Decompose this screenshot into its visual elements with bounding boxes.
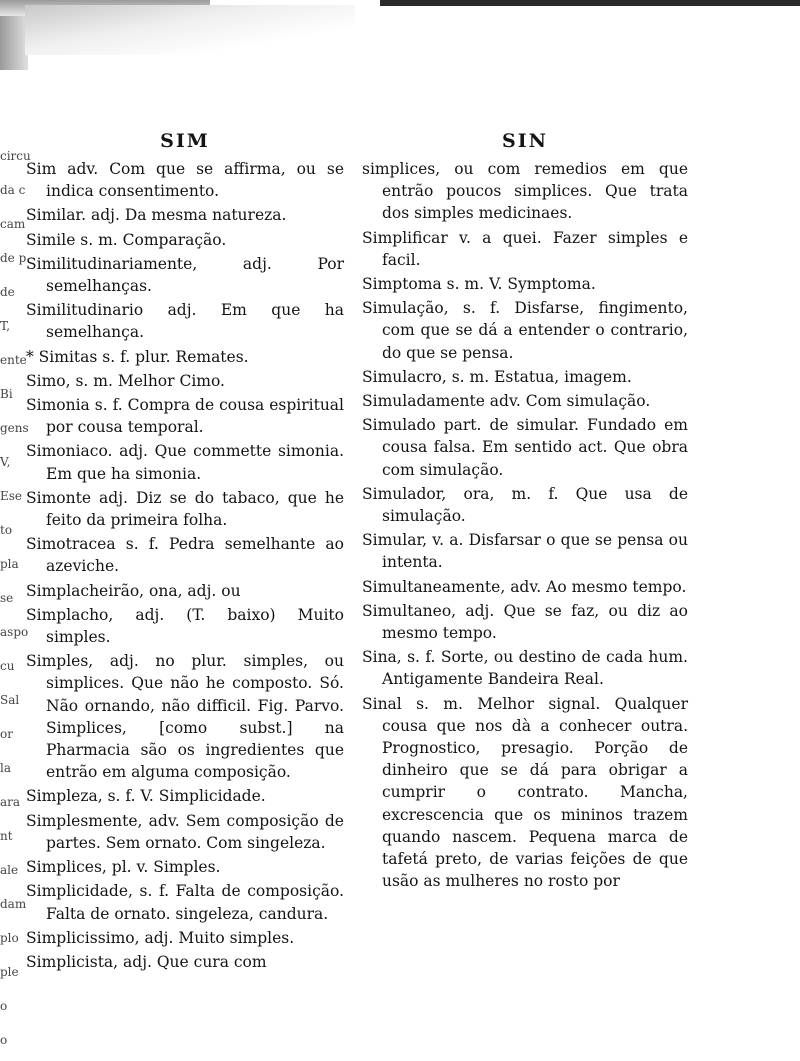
- dictionary-entry: [362, 366, 688, 388]
- entry-text: Simultaneo, adj. Que se faz, ou diz ao mesmo tempo.: [362, 601, 688, 643]
- dictionary-entry: [362, 227, 688, 271]
- dictionary-entry: [26, 370, 344, 392]
- dictionary-entry: [362, 600, 688, 644]
- entry-text: Sina, s. f. Sorte, ou destino de cada hum. Antigamente Bandeira Real.: [362, 648, 688, 689]
- entry-text: Sinal s. m. Melhor signal. Qualquer cousa que nos dà a conhecer outra. Prognostico, presagio. Porção de dinheiro que se dá para obrigar a cumprir o contrato. Mancha, excrescencia que os mininos trazem quando nascem. Pequena marca de tafetá preto, de varias feições de que usão as mulheres no rosto por: [362, 694, 688, 891]
- entry-text: Simplacho, adj. (T. baixo) Muito simples.: [26, 605, 344, 647]
- dictionary-entry: [362, 693, 688, 893]
- fragment-text: T,: [0, 319, 11, 333]
- fragment-text: se: [0, 591, 14, 605]
- entry-text: Simplicissimo, adj. Muito simples.: [26, 928, 295, 947]
- fragment-text: circu: [0, 149, 31, 163]
- fragment-text: ale: [0, 863, 19, 877]
- entry-text: Simplacheirão, ona, adj. ou: [26, 581, 241, 600]
- dictionary-entry: [26, 856, 344, 878]
- entry-text: Simples, adj. no plur. simples, ou simplices. Que não he composto. Só. Não ornando, não difficil. Fig. Parvo. Simplices, [como subst.] na Pharmacia são os ingredientes que entrão em alguma composição.: [26, 652, 344, 782]
- dictionary-entry: [26, 650, 344, 783]
- dictionary-entry: [362, 483, 688, 527]
- entry-text: Simplesmente, adv. Sem composição de partes. Sem ornato. Com singeleza.: [26, 811, 344, 852]
- dictionary-entry: [362, 576, 688, 598]
- entry-text: Simultaneamente, adv. Ao mesmo tempo.: [362, 577, 687, 596]
- entry-text: simplices, ou com remedios em que entrão poucos simplices. Que trata dos simples medicinaes.: [362, 160, 688, 223]
- entry-text: Simuladamente adv. Com simulação.: [362, 392, 651, 411]
- fragment-text: la: [0, 761, 11, 775]
- fragment-text: ara: [0, 795, 21, 809]
- right-column: [362, 130, 688, 893]
- entry-text: Simotracea s. f. Pedra semelhante ao azeviche.: [26, 535, 344, 576]
- fragment-text: Bi: [0, 387, 13, 401]
- left-column-header: SIM: [160, 130, 210, 152]
- dictionary-entry: [362, 390, 688, 412]
- entry-text: Simplicidade, s. f. Falta de composição. Falta de ornato. singeleza, candura.: [26, 882, 344, 923]
- entry-text: Simulador, ora, m. f. Que usa de simulação.: [362, 484, 688, 526]
- entry-text: Similar. adj. Da mesma natureza.: [26, 206, 287, 225]
- dictionary-entry: [26, 253, 344, 297]
- fragment-text: pla: [0, 557, 19, 571]
- fragment-text: dam: [0, 897, 27, 911]
- fragment-text: de: [0, 285, 15, 299]
- entry-text: * Simitas s. f. plur. Remates.: [26, 347, 249, 366]
- fragment-text: to: [0, 523, 13, 537]
- scan-shadow-right: [380, 0, 800, 6]
- entry-text: Sim adv. Com que se affirma, ou se indica consentimento.: [26, 160, 344, 201]
- entry-text: Simptoma s. m. V. Symptoma.: [362, 275, 596, 294]
- fragment-text: nt: [0, 829, 13, 843]
- fragment-text: o: [0, 1033, 8, 1047]
- previous-page-column-fragments: [0, 149, 31, 1061]
- fragment-text: cam: [0, 217, 26, 231]
- fragment-text: de p: [0, 251, 27, 265]
- entry-text: Simulação, s. f. Disfarse, fingimento, com que se dá a entender o contrario, do que se pensa.: [362, 299, 688, 362]
- dictionary-entry: [26, 394, 344, 438]
- dictionary-entry: [26, 927, 344, 949]
- fragment-text: V,: [0, 455, 11, 469]
- entry-text: Simonte adj. Diz se do tabaco, que he feito da primeira folha.: [26, 488, 344, 530]
- fragment-text: Ese: [0, 489, 23, 503]
- dictionary-entry: [26, 440, 344, 484]
- dictionary-entry: [26, 299, 344, 343]
- dictionary-entry: [362, 297, 688, 364]
- dictionary-entry: [26, 158, 344, 202]
- dictionary-entry: [362, 273, 688, 295]
- dictionary-entry: [26, 880, 344, 924]
- dictionary-entry: [362, 529, 688, 573]
- dictionary-entry: [26, 346, 344, 368]
- dictionary-entry: [26, 487, 344, 531]
- entry-text: Simonia s. f. Compra de cousa espiritual por cousa temporal.: [26, 396, 344, 437]
- dictionary-entry: [362, 158, 688, 225]
- right-column-header: SIN: [502, 130, 548, 152]
- page-edge-shadow: [0, 0, 800, 70]
- dictionary-entry: [26, 785, 344, 807]
- dictionary-entry: [26, 580, 344, 602]
- dictionary-entry: [362, 414, 688, 481]
- entry-text: Similitudinario adj. Em que ha semelhança.: [26, 301, 344, 342]
- fragment-text: ente: [0, 353, 27, 367]
- fragment-text: o: [0, 999, 8, 1013]
- dictionary-entry: [26, 604, 344, 648]
- entry-text: Simulacro, s. m. Estatua, imagem.: [362, 367, 632, 386]
- dictionary-entry: [362, 646, 688, 690]
- fragment-text: or: [0, 727, 13, 741]
- fragment-text: da c: [0, 183, 26, 197]
- entry-text: Simplices, pl. v. Simples.: [26, 858, 221, 877]
- entry-text: Simpleza, s. f. V. Simplicidade.: [26, 787, 266, 806]
- dictionary-entry: [26, 533, 344, 577]
- entry-text: Simulado part. de simular. Fundado em cousa falsa. Em sentido act. Que obra com simulação.: [362, 416, 688, 479]
- entry-text: Simoniaco. adj. Que commette simonia. Em que ha simonia.: [26, 442, 344, 483]
- entry-text: Simo, s. m. Melhor Cimo.: [26, 371, 225, 390]
- entry-text: Simplicista, adj. Que cura com: [26, 952, 267, 971]
- entry-text: Simular, v. a. Disfarsar o que se pensa ou intenta.: [362, 531, 688, 572]
- entry-text: Simplificar v. a quei. Fazer simples e facil.: [362, 228, 688, 269]
- fragment-text: aspo: [0, 625, 29, 639]
- fragment-text: Sal: [0, 693, 20, 707]
- dictionary-entry: [26, 229, 344, 251]
- fragment-text: plo: [0, 931, 19, 945]
- fragment-text: cu: [0, 659, 15, 673]
- dictionary-entry: [26, 810, 344, 854]
- fragment-text: gens: [0, 421, 29, 435]
- dictionary-entry: [26, 951, 344, 973]
- scan-shadow-fold: [25, 5, 355, 55]
- dictionary-entry: [26, 204, 344, 226]
- entry-text: Simile s. m. Comparação.: [26, 230, 227, 249]
- fragment-text: ple: [0, 965, 19, 979]
- left-column: [26, 130, 344, 973]
- entry-text: Similitudinariamente, adj. Por semelhanças.: [26, 254, 344, 296]
